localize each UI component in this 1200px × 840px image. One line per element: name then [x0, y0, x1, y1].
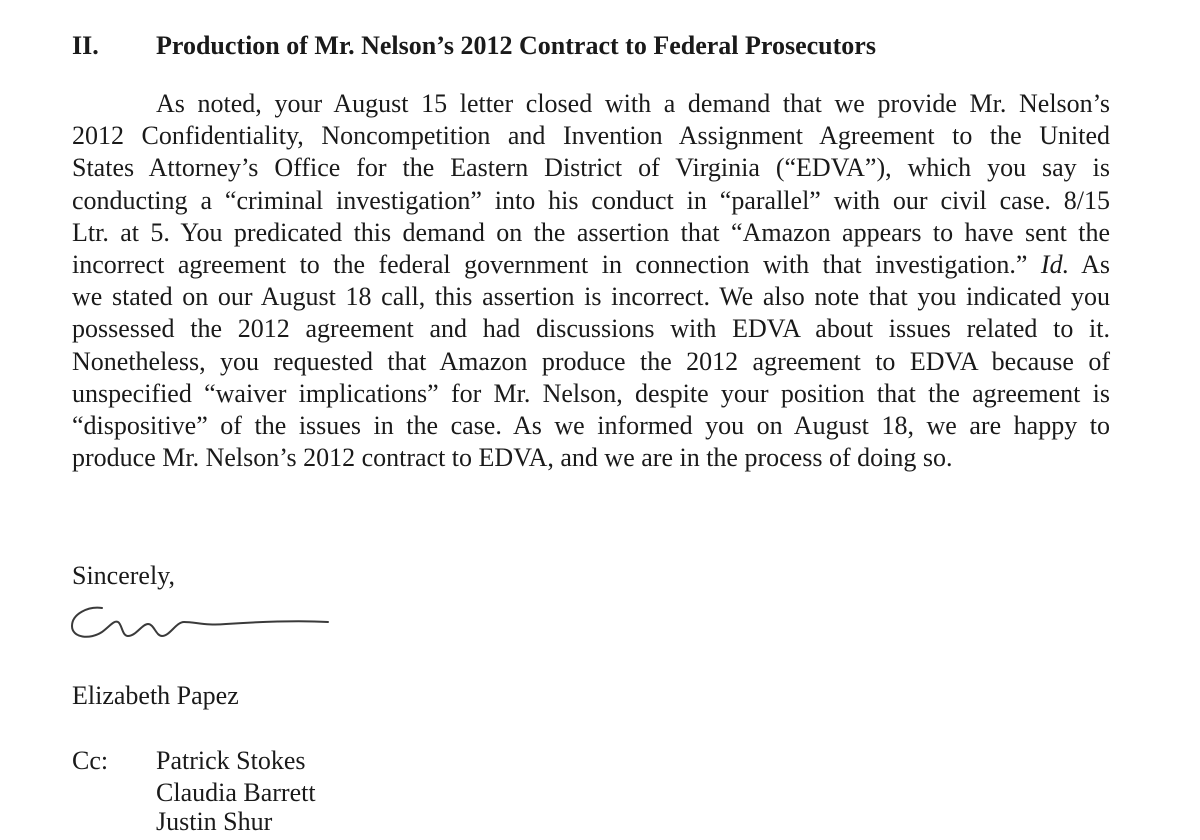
section-title: Production of Mr. Nelson’s 2012 Contract to Federal Prosecutors [156, 31, 876, 60]
section-number: II. [72, 31, 99, 60]
paragraph-line: Ltr. at 5. You predicated this demand on the assertion that “Amazon appears to have sent the [72, 217, 1110, 247]
paragraph-line: possessed the 2012 agreement and had discussions with EDVA about issues related to it. [72, 314, 1110, 344]
cc-cut-off-text: Justin Shur [156, 807, 273, 836]
section-heading [72, 30, 876, 62]
citation-id: Id. [1040, 249, 1070, 279]
paragraph-line: 2012 Confidentiality, Noncompetition and Invention Assignment Agreement to the United [72, 121, 1110, 151]
handwritten-signature [66, 596, 336, 646]
paragraph-line: Nonetheless, you requested that Amazon produce the 2012 agreement to EDVA because of [72, 346, 1110, 376]
paragraph-line: “dispositive” of the issues in the case. As we informed you on August 18, we are happy to [72, 410, 1110, 440]
paragraph-line: we stated on our August 18 call, this assertion is incorrect. We also note that you indicated you [72, 282, 1110, 312]
paragraph-line: produce Mr. Nelson’s 2012 contract to EDVA, and we are in the process of doing so. [72, 443, 953, 473]
closing-salutation: Sincerely, [72, 561, 175, 590]
cc-label: Cc: [72, 746, 109, 775]
paragraph-line: incorrect agreement to the federal government in connection with that investigation.” Id. As [72, 249, 1110, 279]
paragraph-line: As noted, your August 15 letter closed with a demand that we provide Mr. Nelson’s [156, 89, 1110, 118]
signer-name: Elizabeth Papez [72, 681, 239, 710]
cc-names [156, 745, 316, 809]
paragraph-line: States Attorney’s Office for the Eastern District of Virginia (“EDVA”), which you say is [72, 153, 1110, 183]
cc-name: Patrick Stokes [156, 746, 306, 775]
paragraph-line: conducting a “criminal investigation” into his conduct in “parallel” with our civil case. 8/15 [72, 185, 1110, 215]
paragraph-line: unspecified “waiver implications” for Mr. Nelson, despite your position that the agreement is [72, 378, 1110, 408]
cc-name: Claudia Barrett [156, 778, 316, 807]
body-paragraph [72, 88, 1110, 474]
cc-name-cut-off [156, 807, 286, 836]
